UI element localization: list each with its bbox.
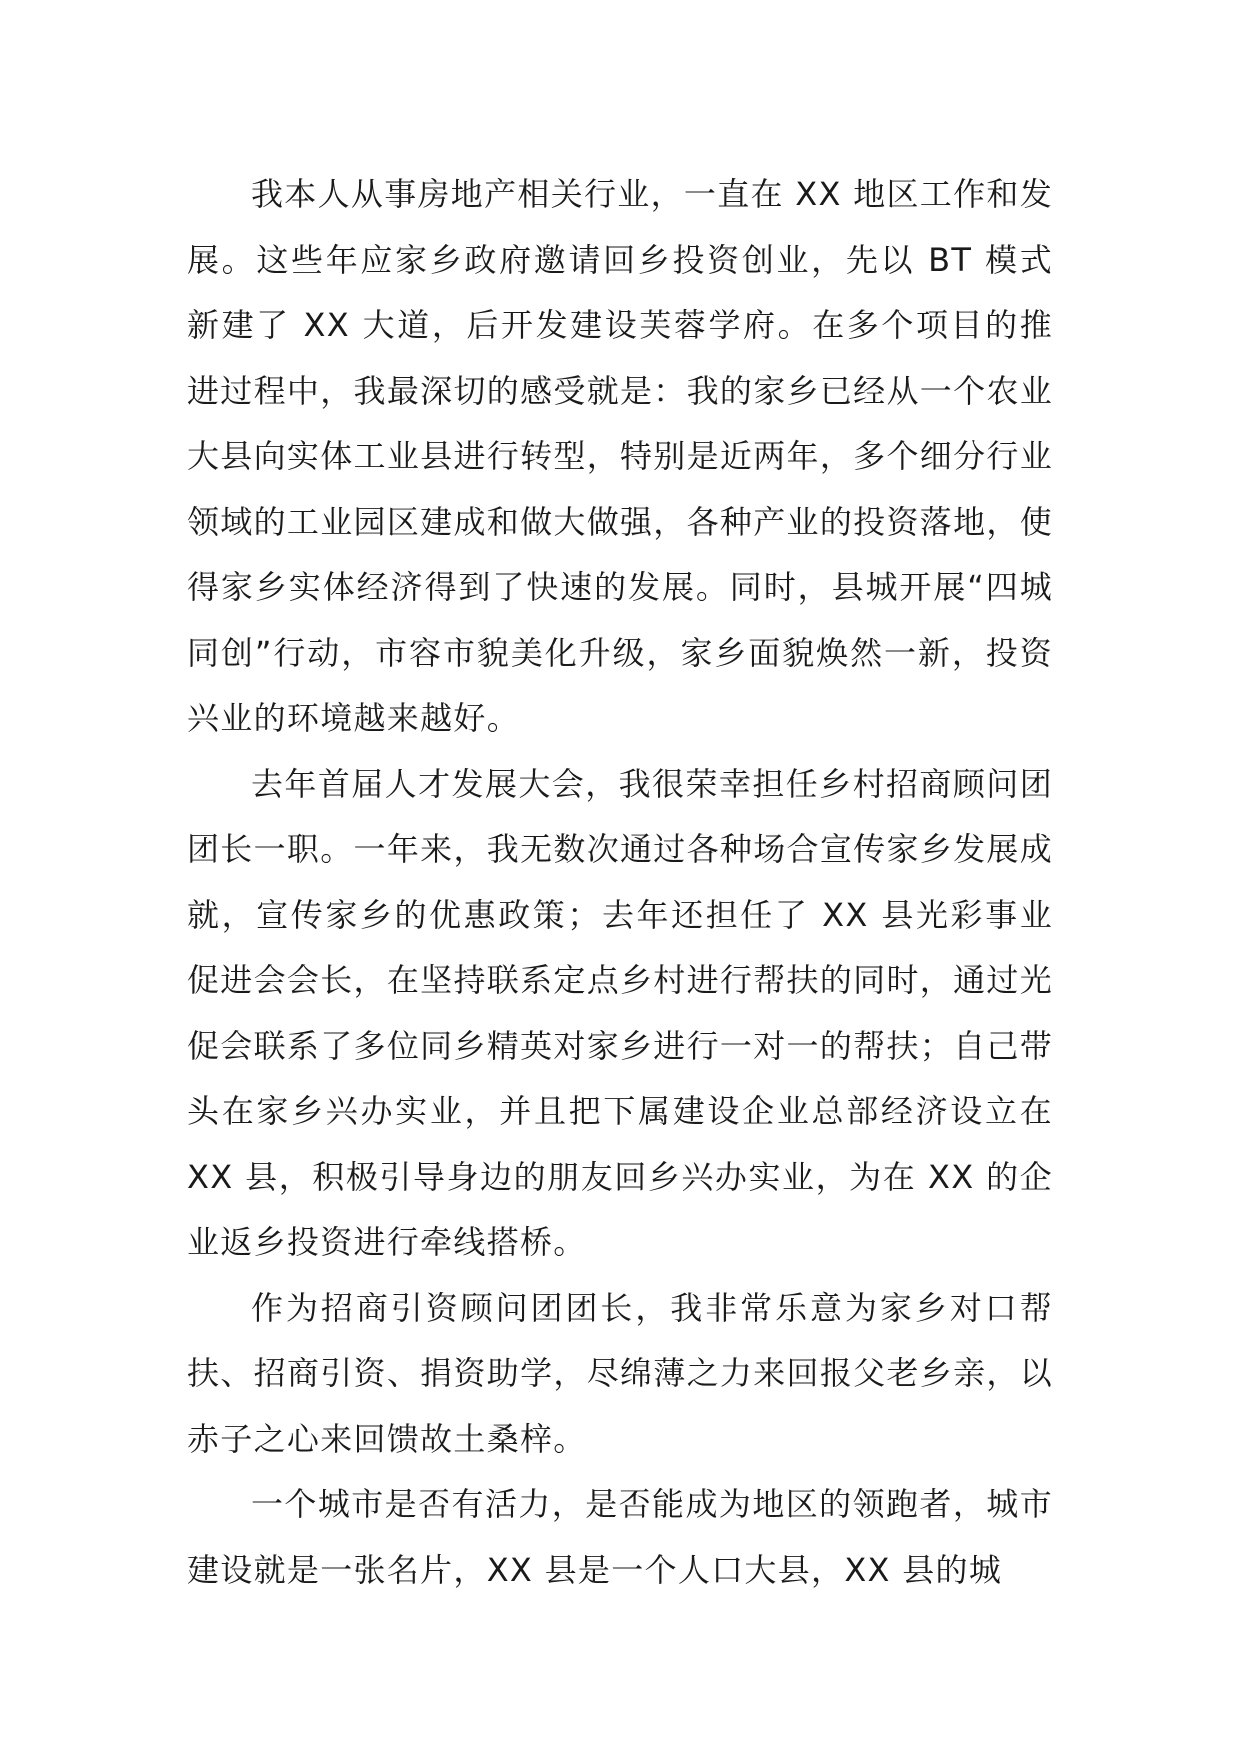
document-body (187, 162, 1053, 1603)
paragraph-3: 作为招商引资顾问团团长，我非常乐意为家乡对口帮扶、招商引资、捐资助学，尽绵薄之力来回报父老乡亲，以赤子之心来回馈故土桑梓。 (187, 1288, 1053, 1458)
paragraph-2: 去年首届人才发展大会，我很荣幸担任乡村招商顾问团团长一职。一年来，我无数次通过各种场合宣传家乡发展成就，宣传家乡的优惠政策；去年还担任了 XX 县光彩事业促进会会长，在坚持联系定点乡村进行帮扶的同时，通过光促会联系了多位同乡精英对家乡进行一对一的帮扶；自己带头在家乡兴办实业，并且把下属建设企业总部经济设立在 XX 县，积极引导身边的朋友回乡兴办实业，为在 XX 的企业返乡投资进行牵线搭桥。 (187, 764, 1053, 1261)
paragraph-4: 一个城市是否有活力，是否能成为地区的领跑者，城市建设就是一张名片，XX 县是一个人口大县，XX 县的城 (187, 1485, 1053, 1589)
paragraph-1: 我本人从事房地产相关行业，一直在 XX 地区工作和发展。这些年应家乡政府邀请回乡投资创业，先以 BT 模式新建了 XX 大道，后开发建设芙蓉学府。在多个项目的推进过程中，我最深切的感受就是：我的家乡已经从一个农业大县向实体工业县进行转型，特别是近两年，多个细分行业领域的工业园区建成和做大做强，各种产业的投资落地，使得家乡实体经济得到了快速的发展。同时，县城开展“四城同创”行动，市容市貌美化升级，家乡面貌焕然一新，投资兴业的环境越来越好。 (187, 175, 1053, 737)
